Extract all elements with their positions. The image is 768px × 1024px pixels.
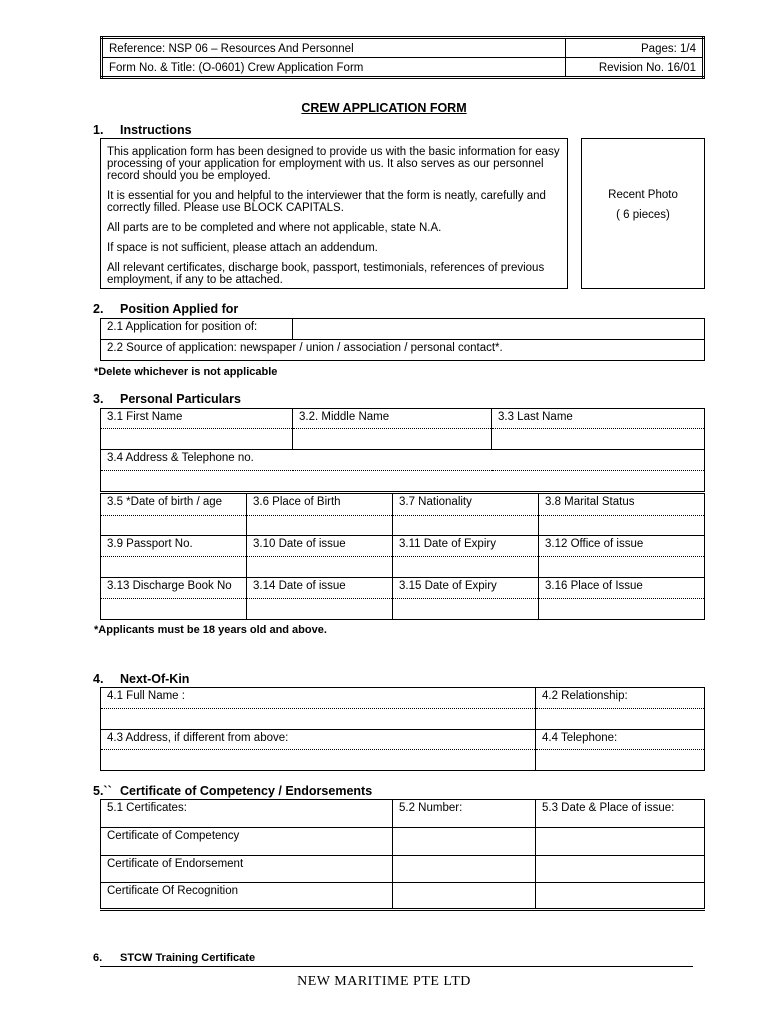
section-title: Instructions [120, 123, 192, 137]
kin-relationship-input[interactable] [536, 709, 705, 730]
section-4-heading [93, 672, 189, 686]
date-place-header: 5.3 Date & Place of issue: [536, 800, 705, 828]
section-5-heading [93, 784, 372, 798]
reference-text: Reference: NSP 06 – Resources And Personnel [102, 38, 566, 58]
section-number: 1. [93, 123, 104, 137]
passport-office-label: 3.12 Office of issue [539, 536, 705, 557]
position-label: 2.1 Application for position of: [101, 319, 293, 340]
kin-telephone-label: 4.4 Telephone: [536, 730, 705, 750]
discharge-book-label: 3.13 Discharge Book No [101, 578, 247, 599]
photo-label: Recent Photo [608, 189, 678, 201]
instructions-box [100, 138, 568, 289]
section-number: 6. [93, 952, 103, 964]
section-6-heading [93, 952, 255, 964]
section-number: 5.`` [93, 784, 112, 798]
position-table [100, 318, 705, 361]
section-2-heading [93, 302, 238, 316]
source-label: 2.2 Source of application: newspaper / union / association / personal contact*. [101, 340, 705, 361]
discharge-place-label: 3.16 Place of Issue [539, 578, 705, 599]
next-of-kin-table [100, 687, 705, 771]
certificate-date-input[interactable] [536, 828, 705, 856]
kin-address-label: 4.3 Address, if different from above: [101, 730, 536, 750]
personal-details-table [100, 493, 705, 620]
revision-text: Revision No. 16/01 [566, 58, 704, 78]
position-input[interactable] [293, 319, 705, 340]
certificates-header: 5.1 Certificates: [101, 800, 393, 828]
passport-input[interactable] [101, 557, 247, 578]
section-title: Next-Of-Kin [120, 672, 190, 686]
form-title: CREW APPLICATION FORM [301, 101, 467, 115]
passport-label: 3.9 Passport No. [101, 536, 247, 557]
address-input[interactable] [101, 471, 705, 492]
middle-name-label: 3.2. Middle Name [293, 409, 492, 429]
instruction-paragraph: This application form has been designed to provide us with the basic information for easy processing of your application for employment with us. It also serves as our personnel record should you be employed. [107, 146, 560, 182]
marital-status-input[interactable] [539, 516, 705, 536]
certificate-row-label: Certificate of Endorsement [101, 856, 393, 883]
photo-count: ( 6 pieces) [616, 209, 670, 221]
number-header: 5.2 Number: [393, 800, 536, 828]
age-note: *Applicants must be 18 years old and above. [94, 624, 327, 636]
document-header [100, 36, 705, 79]
certificates-table [100, 799, 705, 911]
place-of-birth-input[interactable] [247, 516, 393, 536]
section-number: 2. [93, 302, 104, 316]
place-of-birth-label: 3.6 Place of Birth [247, 494, 393, 516]
last-name-input[interactable] [492, 429, 705, 450]
section-title: Position Applied for [120, 302, 239, 316]
section-1-heading [93, 123, 192, 137]
discharge-expiry-input[interactable] [393, 599, 539, 620]
section-3-heading [93, 392, 241, 406]
certificate-date-input[interactable] [536, 883, 705, 910]
kin-relationship-label: 4.2 Relationship: [536, 688, 705, 709]
certificate-row-label: Certificate Of Recognition [101, 883, 393, 910]
first-name-input[interactable] [101, 429, 293, 450]
passport-expiry-label: 3.11 Date of Expiry [393, 536, 539, 557]
discharge-issue-input[interactable] [247, 599, 393, 620]
section-number: 3. [93, 392, 104, 406]
passport-issue-label: 3.10 Date of issue [247, 536, 393, 557]
instruction-paragraph: All relevant certificates, discharge book, passport, testimonials, references of previous employment, if any to be attached. [107, 262, 545, 286]
discharge-book-input[interactable] [101, 599, 247, 620]
delete-note: *Delete whichever is not applicable [94, 366, 278, 378]
section-title: Certificate of Competency / Endorsements [120, 784, 373, 798]
kin-name-label: 4.1 Full Name : [101, 688, 536, 709]
discharge-issue-label: 3.14 Date of issue [247, 578, 393, 599]
passport-office-input[interactable] [539, 557, 705, 578]
certificate-row-label: Certificate of Competency [101, 828, 393, 856]
nationality-label: 3.7 Nationality [393, 494, 539, 516]
certificate-date-input[interactable] [536, 856, 705, 883]
dob-label: 3.5 *Date of birth / age [101, 494, 247, 516]
kin-name-input[interactable] [101, 709, 536, 730]
company-footer: NEW MARITIME PTE LTD [297, 974, 471, 989]
discharge-place-input[interactable] [539, 599, 705, 620]
passport-expiry-input[interactable] [393, 557, 539, 578]
form-number-text: Form No. & Title: (O-0601) Crew Application Form [109, 62, 364, 74]
certificate-number-input[interactable] [393, 883, 536, 910]
marital-status-label: 3.8 Marital Status [539, 494, 705, 516]
pages-text: Pages: 1/4 [566, 38, 704, 58]
discharge-expiry-label: 3.15 Date of Expiry [393, 578, 539, 599]
certificate-number-input[interactable] [393, 828, 536, 856]
instruction-paragraph: All parts are to be completed and where not applicable, state N.A. [107, 222, 442, 234]
middle-name-input[interactable] [293, 429, 492, 450]
photo-box[interactable] [581, 138, 705, 289]
passport-issue-input[interactable] [247, 557, 393, 578]
footer-divider [100, 966, 693, 967]
section-number: 4. [93, 672, 104, 686]
section-title: Personal Particulars [120, 392, 241, 406]
instruction-paragraph: It is essential for you and helpful to the interviewer that the form is neatly, carefully and correctly filled. Please use BLOCK CAPITALS. [107, 190, 546, 214]
section-title: STCW Training Certificate [120, 952, 256, 964]
last-name-label: 3.3 Last Name [492, 409, 705, 429]
nationality-input[interactable] [393, 516, 539, 536]
address-label: 3.4 Address & Telephone no. [101, 450, 705, 471]
certificate-number-input[interactable] [393, 856, 536, 883]
first-name-label: 3.1 First Name [101, 409, 293, 429]
personal-names-table [100, 408, 705, 492]
kin-telephone-input[interactable] [536, 750, 705, 771]
dob-input[interactable] [101, 516, 247, 536]
kin-address-input[interactable] [101, 750, 536, 771]
instruction-paragraph: If space is not sufficient, please attach an addendum. [107, 242, 378, 254]
